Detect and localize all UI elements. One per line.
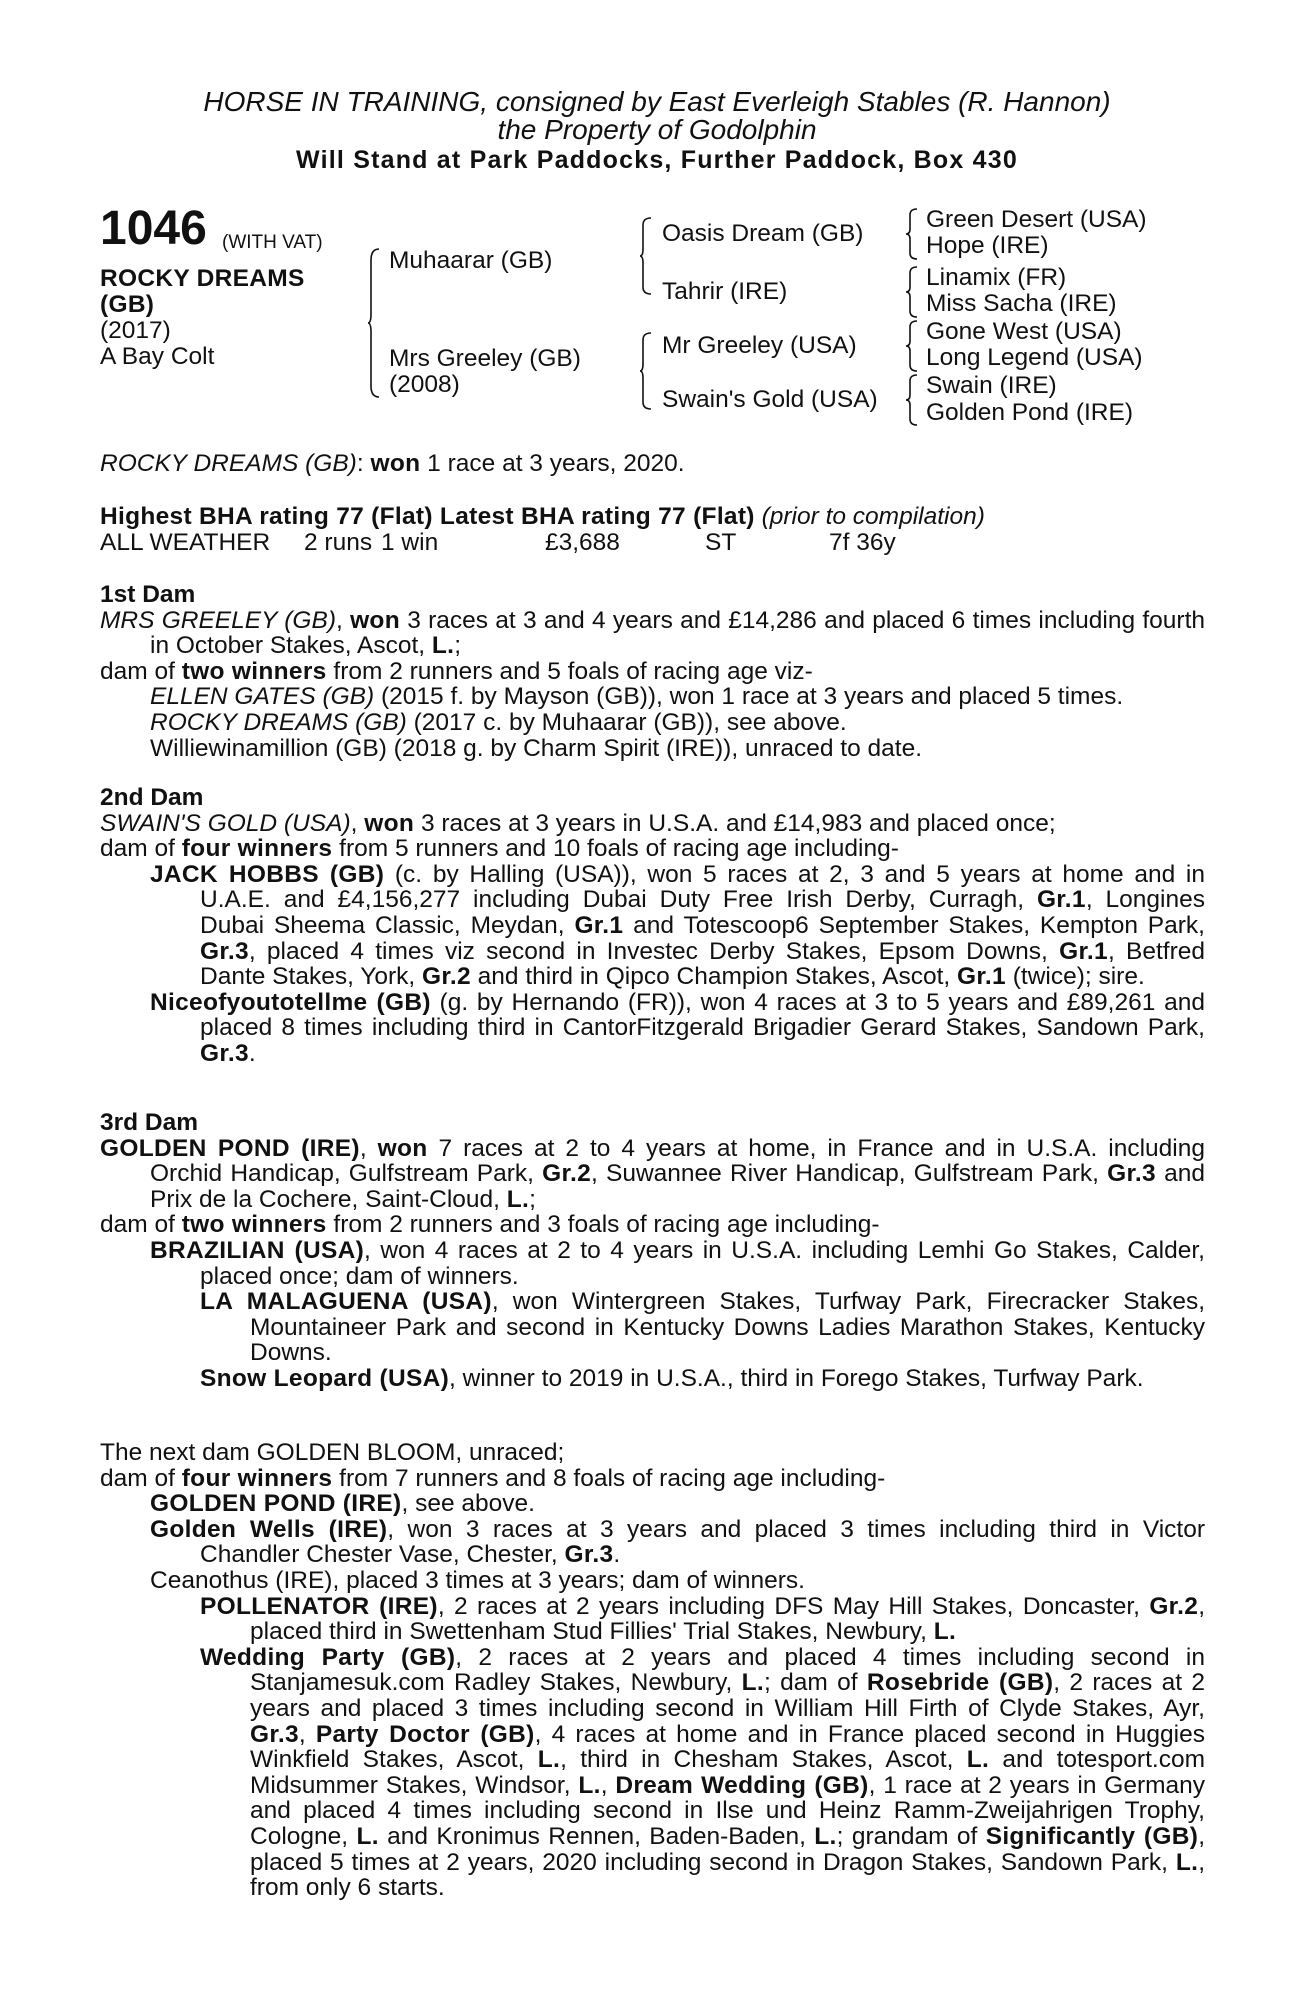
pedigree-g5: Gone West (USA) [926,318,1122,345]
pedigree-dam-year: (2008) [389,371,460,398]
race-summary: ROCKY DREAMS (GB): won 1 race at 3 years, 2020. [100,450,685,477]
rating-note: (prior to compilation) [761,503,985,530]
stat-distance: 7f 36y [829,529,896,556]
pedigree-brace-g2 [906,266,916,318]
offspring-item: Niceofyoutotellme (GB) (g. by Hernando (FR)), won 4 races at 3 to 5 years and £89,261 and placed 8 times including third in CantorFitzgerald Brigadier Gerard Stakes, Sandown Park, Gr.3. [150,988,1205,1067]
pedigree-sire-dam: Tahrir (IRE) [662,278,788,305]
section-first-dam [100,582,1205,761]
horse-description: A Bay Colt [100,343,215,370]
section-next-dam [100,1440,1205,1901]
pedigree-g4: Miss Sacha (IRE) [926,290,1117,317]
offspring-item: Williewinamillion (GB) (2018 g. by Charm Spirit (IRE)), unraced to date. [150,734,923,762]
offspring-item: LA MALAGUENA (USA), won Wintergreen Stakes, Turfway Park, Firecracker Stakes, Mountaineer Park and second in Kentucky Downs Ladies Marathon Stakes, Kentucky Downs. [200,1288,1206,1367]
offspring-item: BRAZILIAN (USA), won 4 races at 2 to 4 years in U.S.A. including Lemhi Go Stakes, Calder, placed once; dam of winners. [150,1236,1205,1290]
pedigree-g3: Linamix (FR) [926,264,1067,291]
horse-name: ROCKY DREAMS [100,265,305,292]
offspring-item: Snow Leopard (USA), winner to 2019 in U.S.A., third in Forego Stakes, Turfway Park. [200,1364,1144,1392]
summary-won: won [370,450,421,477]
pedigree-sire-sire: Oasis Dream (GB) [662,220,864,247]
offspring-item: Wedding Party (GB), 2 races at 2 years and placed 4 times including second in Stanjamesuk.com Radley Stakes, Newbury, L.; dam of Rosebride (GB), 2 races at 2 years and placed 3 times including second in William Hill Firth of Clyde Stakes, Ayr, Gr.3, Party Doctor (GB), 4 races at home and in France placed second in Huggies Winkfield Stakes, Ascot, L., third in Chesham Stakes, Ascot, L. and totesport.com Midsummer Stakes, Windsor, L., Dream Wedding (GB), 1 race at 2 years in Germany and placed 4 times including second in Ilse und Heinz Ramm-Zweijahrigen Trophy, Cologne, L. and Kronimus Rennen, Baden-Baden, L.; grandam of Significantly (GB), placed 5 times at 2 years, 2020 including second in Dragon Stakes, Sandown Park, L., from only 6 starts. [200,1643,1206,1902]
first-dam-produce: dam of two winners from 2 runners and 5 foals of racing age viz- [100,657,813,685]
offspring-item: Ceanothus (IRE), placed 3 times at 3 years; dam of winners. [150,1566,805,1594]
second-dam-produce: dam of four winners from 5 runners and 10 foals of racing age including- [100,835,899,863]
third-dam-produce: dam of two winners from 2 runners and 3 foals of racing age including- [100,1211,880,1239]
vat-note: (WITH VAT) [222,232,323,253]
pedigree-dam-sire: Mr Greeley (USA) [662,332,857,359]
stat-wins: 1 win [381,529,439,556]
pedigree-dam: Mrs Greeley (GB) [389,345,581,372]
pedigree-brace-g3 [906,320,916,372]
property-line: the Property of Godolphin [497,114,817,145]
first-dam-title: 1st Dam [100,581,196,608]
pedigree-g6: Long Legend (USA) [926,344,1143,371]
lot-number: 1046 [100,202,207,255]
second-dam-title: 2nd Dam [100,784,204,811]
pedigree-brace-main [368,248,378,398]
stat-prize: £3,688 [545,529,620,556]
consignor-line: HORSE IN TRAINING, consigned by East Everleigh Stables (R. Hannon) [203,86,1111,117]
stat-surface: ALL WEATHER [100,529,271,556]
rating-values: Highest BHA rating 77 (Flat) Latest BHA rating 77 (Flat) [100,503,755,530]
offspring-item: JACK HOBBS (GB) (c. by Halling (USA)), won 5 races at 2, 3 and 5 years at home and in U.A.E. and £4,156,277 including Dubai Duty Free Irish Derby, Curragh, Gr.1, Longines Dubai Sheema Classic, Meydan, Gr.1 and Totescoop6 September Stakes, Kempton Park, Gr.3, placed 4 times viz second in Investec Derby Stakes, Epsom Downs, Gr.1, Betfred Dante Stakes, York, Gr.2 and third in Qipco Champion Stakes, Ascot, Gr.1 (twice); sire. [150,860,1205,991]
offspring-item: GOLDEN POND (IRE), see above. [150,1490,535,1518]
pedigree-sire: Muhaarar (GB) [389,247,553,274]
third-dam-title: 3rd Dam [100,1109,199,1136]
pedigree-brace-sire [640,217,650,295]
rating-line [100,504,985,530]
section-third-dam [100,1110,1205,1392]
location-line: Will Stand at Park Paddocks, Further Paddock, Box 430 [296,146,1018,174]
stat-runs: 2 runs [304,529,373,556]
pedigree-g1: Green Desert (USA) [926,206,1147,233]
pedigree-brace-g1 [906,208,916,260]
next-dam-intro: The next dam GOLDEN BLOOM, unraced; [100,1439,565,1466]
pedigree-g7: Swain (IRE) [926,372,1057,399]
horse-year: (2017) [100,317,171,344]
offspring-item: Golden Wells (IRE), won 3 races at 3 years and placed 3 times including third in Victor Chandler Chester Vase, Chester, Gr.3. [150,1515,1206,1569]
pedigree-g2: Hope (IRE) [926,232,1049,259]
pedigree-g8: Golden Pond (IRE) [926,399,1133,426]
summary-horse: ROCKY DREAMS (GB) [100,450,357,477]
pedigree-brace-dam [640,332,650,410]
horse-origin: (GB) [100,291,155,318]
offspring-item: ELLEN GATES (GB) (2015 f. by Mayson (GB)), won 1 race at 3 years and placed 5 times. [150,683,1124,711]
second-dam-record: SWAIN'S GOLD (USA), won 3 races at 3 years in U.S.A. and £14,983 and placed once; [100,809,1056,837]
first-dam-record: MRS GREELEY (GB), won 3 races at 3 and 4 years and £14,286 and placed 6 times including fourth in October Stakes, Ascot, L.; [100,606,1205,660]
section-second-dam [100,785,1205,1067]
offspring-item: ROCKY DREAMS (GB) (2017 c. by Muhaarar (GB)), see above. [150,708,847,736]
pedigree-dam-dam: Swain's Gold (USA) [662,386,878,413]
stat-type: ST [705,529,737,556]
third-dam-record: GOLDEN POND (IRE), won 7 races at 2 to 4 years at home, in France and in U.S.A. including Orchid Handicap, Gulfstream Park, Gr.2, Suwannee River Handicap, Gulfstream Park, Gr.3 and Prix de la Cochere, Saint-Cloud, L.; [100,1134,1206,1213]
next-dam-produce: dam of four winners from 7 runners and 8 foals of racing age including- [100,1464,886,1492]
offspring-item: POLLENATOR (IRE), 2 races at 2 years including DFS May Hill Stakes, Doncaster, Gr.2, placed third in Swettenham Stud Fillies' Trial Stakes, Newbury, L. [200,1592,1205,1646]
pedigree-brace-g4 [906,374,916,426]
